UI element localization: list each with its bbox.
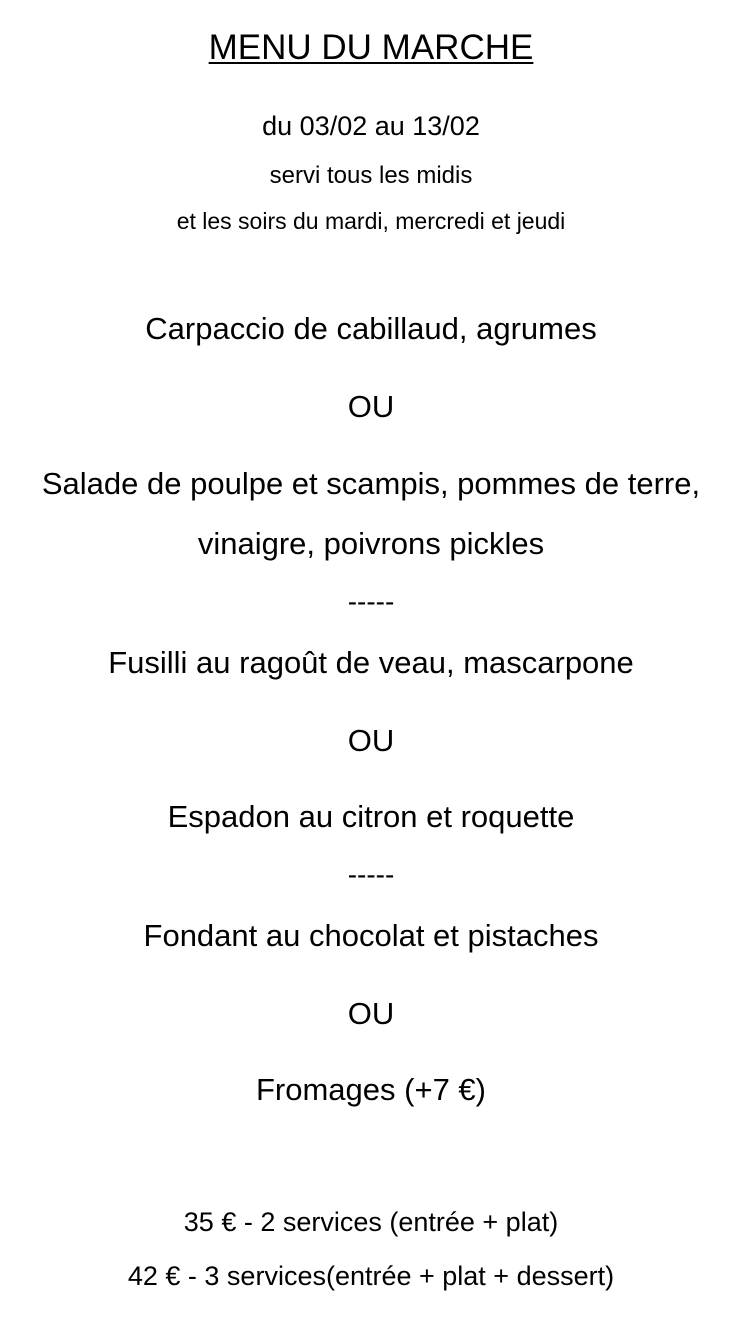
dessert-option-1: Fondant au chocolat et pistaches [143,918,599,953]
dessert-option-2: Fromages (+7 €) [255,1072,486,1107]
starter-option-2-line-1: Salade de poulpe et scampis, pommes de terre, [41,466,701,501]
starter-option-1: Carpaccio de cabillaud, agrumes [145,311,597,346]
starter-option-2-line-2: vinaigre, poivrons pickles [197,526,545,561]
dessert-or-divider: OU [347,996,395,1031]
course-separator-2: ----- [347,859,395,890]
course-separator-1: ----- [347,586,395,617]
starter-or-divider: OU [347,389,395,424]
service-evening-text: et les soirs du mardi, mercredi et jeudi [176,208,566,234]
main-option-2: Espadon au citron et roquette [167,799,575,834]
service-lunch-text: servi tous les midis [269,162,473,189]
main-option-1: Fusilli au ragoût de veau, mascarpone [108,645,634,680]
menu-title: MENU DU MARCHE [208,28,534,67]
menu-dates: du 03/02 au 13/02 [262,111,480,141]
price-three-courses: 42 € - 3 services(entrée + plat + dessert) [127,1261,615,1291]
price-two-courses: 35 € - 2 services (entrée + plat) [183,1207,559,1237]
main-or-divider: OU [347,723,395,758]
